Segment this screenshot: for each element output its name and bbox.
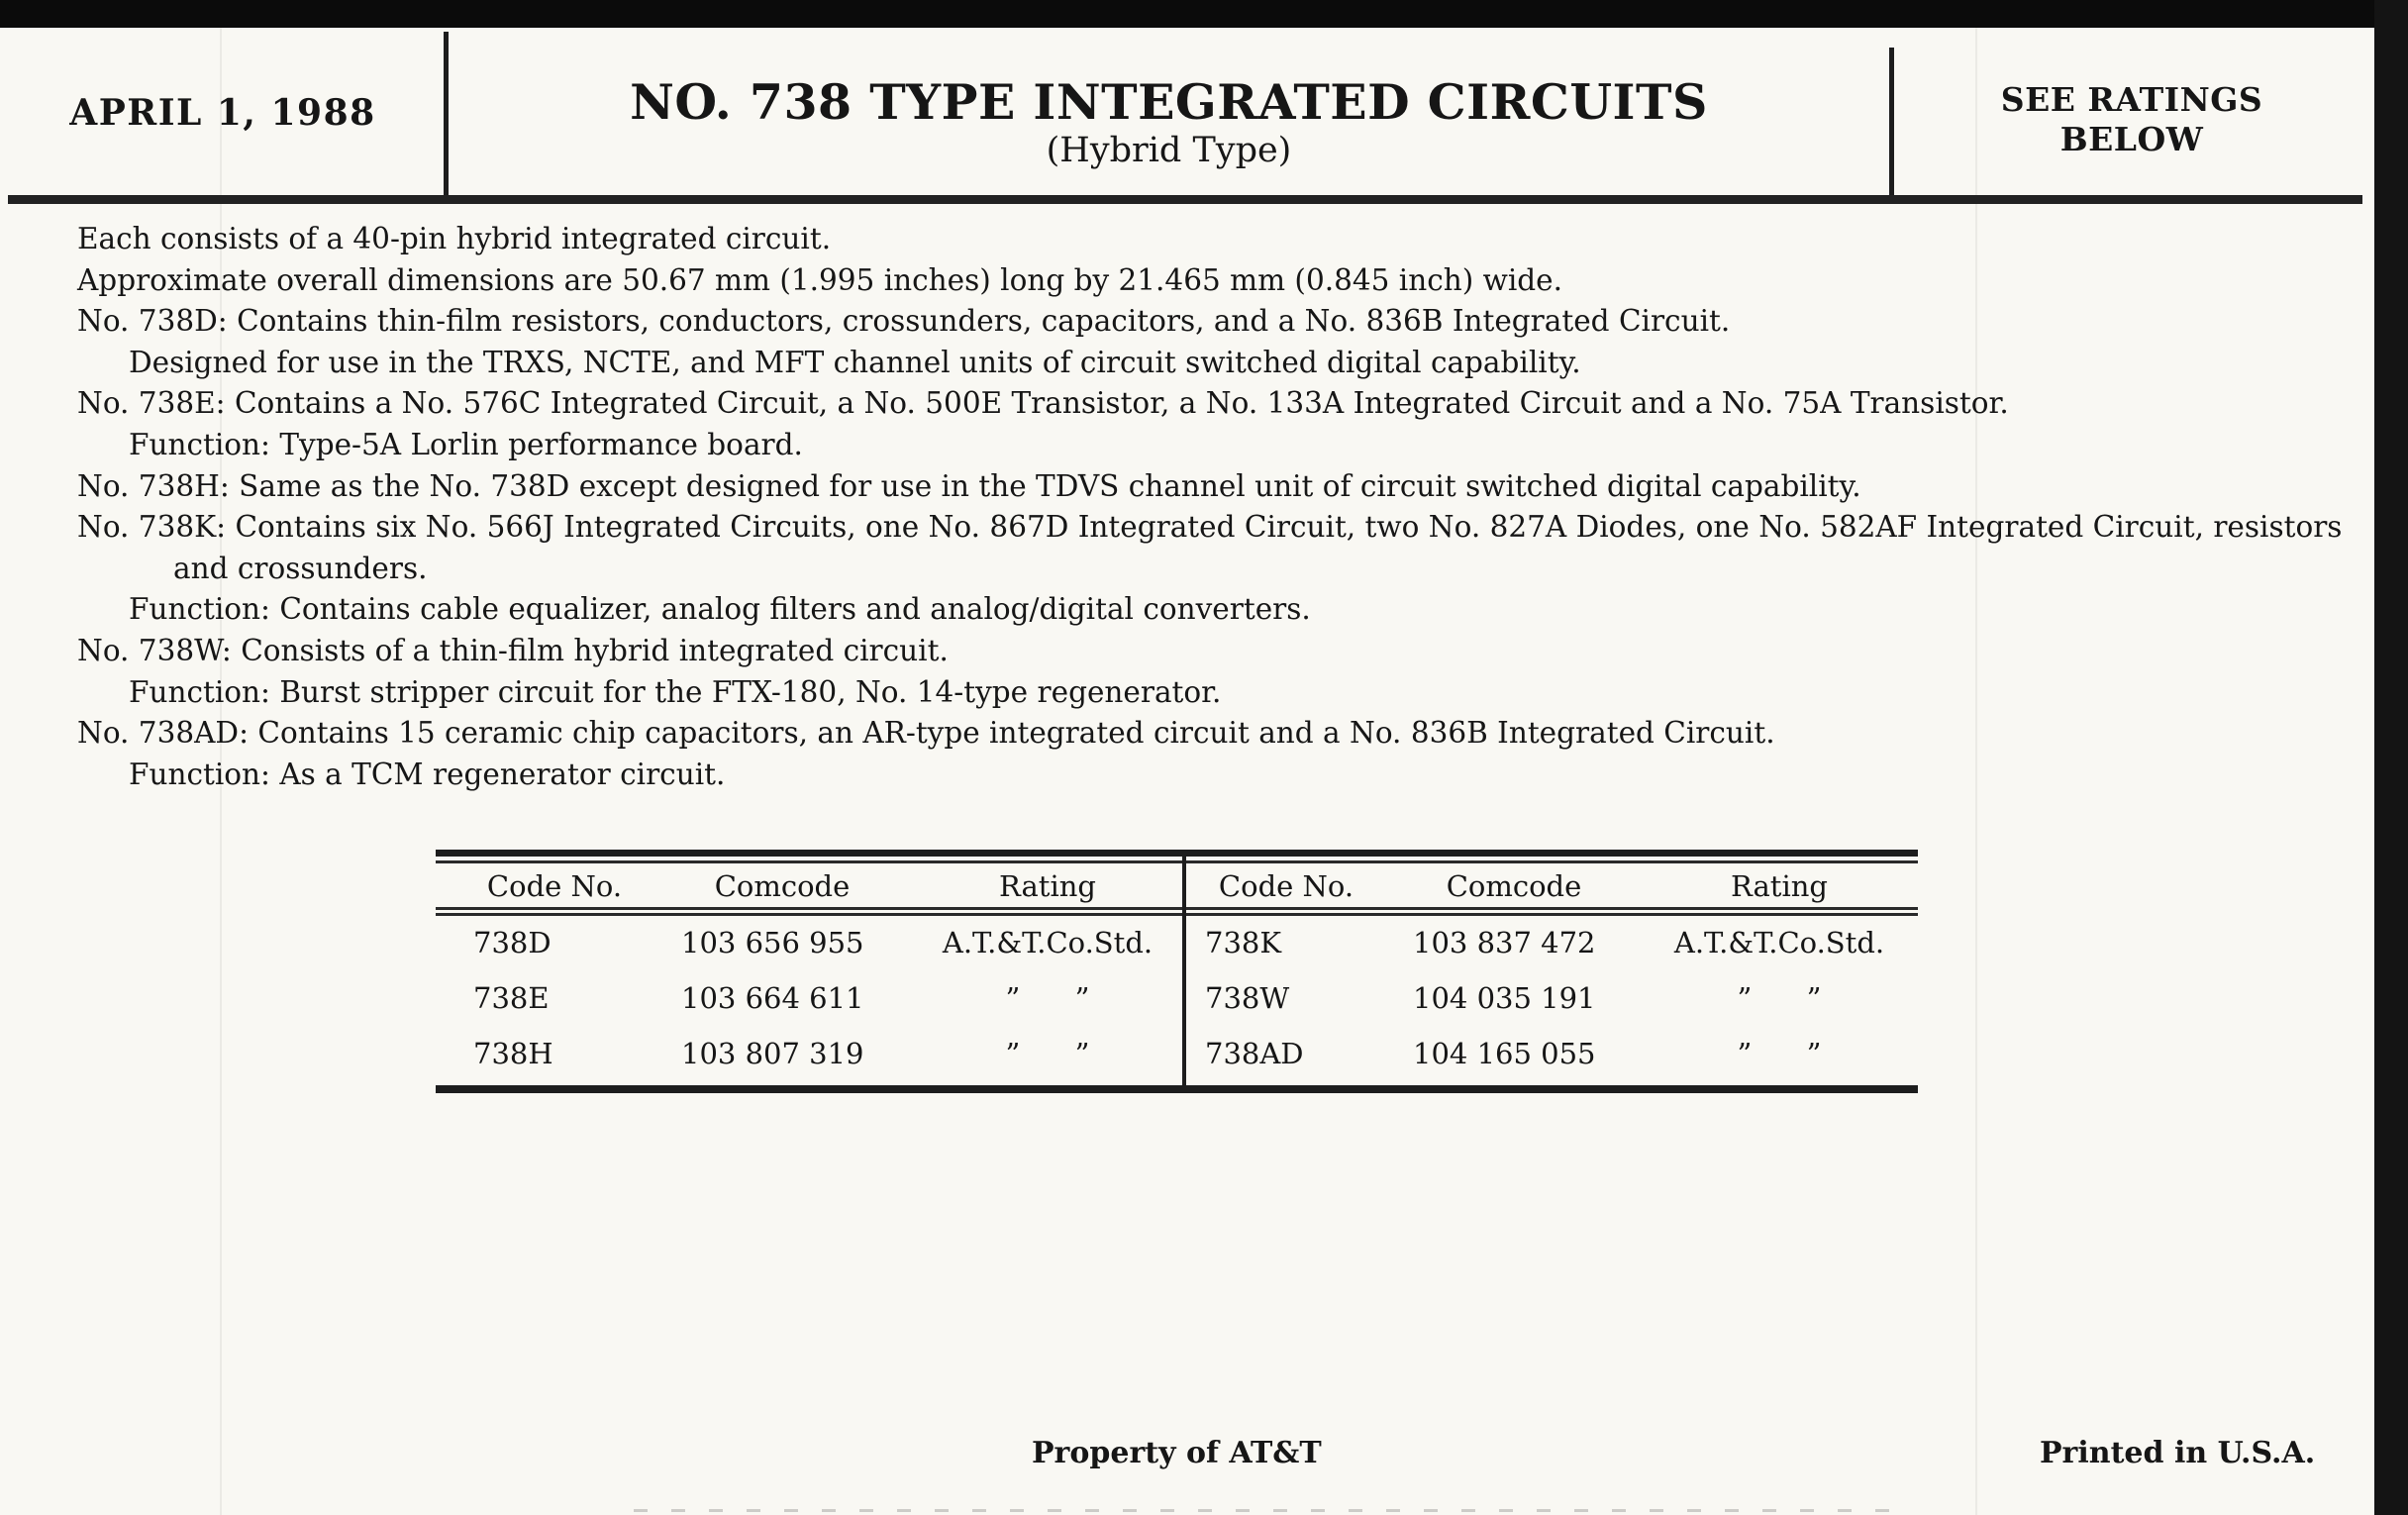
description-block bbox=[77, 219, 2364, 795]
col-header-code: Code No. bbox=[486, 869, 623, 903]
body-line: No. 738E: Contains a No. 576C Integrated Circuit, a No. 500E Transistor, a No. 133A Integrated Circuit and a No. 75A Transistor. bbox=[77, 386, 2009, 421]
code-cell: 738D bbox=[473, 926, 552, 960]
code-cell: 738H bbox=[473, 1037, 553, 1070]
printed-notice: Printed in U.S.A. bbox=[2040, 1436, 2316, 1470]
ratings-table bbox=[436, 850, 1918, 1095]
col-header-rating: Rating bbox=[1731, 869, 1828, 903]
scan-bottom-speckle bbox=[634, 1509, 1911, 1512]
table-row bbox=[455, 1033, 1184, 1074]
code-cell: 738E bbox=[473, 981, 550, 1015]
page-title: NO. 738 TYPE INTEGRATED CIRCUITS bbox=[630, 73, 1708, 131]
comcode-cell: 104 165 055 bbox=[1413, 1037, 1596, 1070]
code-cell: 738AD bbox=[1205, 1037, 1304, 1070]
ratings-table-right-half bbox=[1187, 850, 1916, 1093]
scan-top-edge bbox=[0, 0, 2408, 28]
body-line: No. 738W: Consists of a thin-film hybrid integrated circuit. bbox=[77, 633, 949, 667]
rating-cell: ” ” bbox=[1737, 1037, 1822, 1070]
body-line: Function: As a TCM regenerator circuit. bbox=[129, 757, 726, 791]
rating-cell: A.T.&T.Co.Std. bbox=[942, 926, 1154, 960]
issue-date: APRIL 1, 1988 bbox=[69, 92, 376, 134]
body-line: No. 738D: Contains thin-film resistors, conductors, crossunders, capacitors, and a No. 836B Integrated Circuit. bbox=[77, 304, 1731, 339]
code-cell: 738W bbox=[1205, 981, 1290, 1015]
body-line: No. 738K: Contains six No. 566J Integrated Circuits, one No. 867D Integrated Circuit, two No. 827A Diodes, one No. 582AF Integrated Circuit, resistors bbox=[77, 510, 2343, 545]
col-header-comcode: Comcode bbox=[1446, 869, 1582, 903]
body-line: Designed for use in the TRXS, NCTE, and MFT channel units of circuit switched digital capability. bbox=[129, 345, 1581, 379]
scan-right-edge bbox=[2374, 0, 2408, 1515]
ratings-table-left-half bbox=[455, 850, 1184, 1093]
col-header-comcode: Comcode bbox=[714, 869, 851, 903]
body-line: Each consists of a 40-pin hybrid integrated circuit. bbox=[77, 222, 832, 255]
body-line: No. 738AD: Contains 15 ceramic chip capacitors, an AR-type integrated circuit and a No. 836B Integrated Circuit. bbox=[77, 716, 1775, 751]
table-row bbox=[1187, 977, 1916, 1019]
table-row bbox=[455, 977, 1184, 1019]
body-line: Function: Burst stripper circuit for the FTX-180, No. 14-type regenerator. bbox=[129, 674, 1222, 709]
body-line: Function: Type-5A Lorlin performance board. bbox=[129, 427, 803, 461]
table-row bbox=[1187, 1033, 1916, 1074]
header-rule bbox=[8, 195, 2362, 204]
col-header-code: Code No. bbox=[1218, 869, 1354, 903]
rating-cell: A.T.&T.Co.Std. bbox=[1673, 926, 1885, 960]
body-line: No. 738H: Same as the No. 738D except designed for use in the TDVS channel unit of circuit switched digital capability. bbox=[77, 468, 1861, 503]
see-ratings-line1: SEE RATINGS bbox=[2000, 80, 2263, 119]
code-cell: 738K bbox=[1205, 926, 1282, 960]
comcode-cell: 103 664 611 bbox=[681, 981, 864, 1015]
header-title-block bbox=[449, 28, 1889, 202]
comcode-cell: 104 035 191 bbox=[1413, 981, 1596, 1015]
rating-cell: ” ” bbox=[1005, 981, 1090, 1015]
body-line: Approximate overall dimensions are 50.67 mm (1.995 inches) long by 21.465 mm (0.845 inch) wide. bbox=[77, 262, 1563, 297]
rating-cell: ” ” bbox=[1005, 1037, 1090, 1070]
table-row bbox=[1187, 922, 1916, 963]
property-notice: Property of AT&T bbox=[1032, 1436, 1322, 1470]
table-header-row bbox=[455, 865, 1184, 907]
see-ratings-note bbox=[1894, 28, 2369, 202]
table-row bbox=[455, 922, 1184, 963]
page-subtitle: (Hybrid Type) bbox=[1046, 131, 1292, 170]
comcode-cell: 103 656 955 bbox=[681, 926, 864, 960]
rating-cell: ” ” bbox=[1737, 981, 1822, 1015]
col-header-rating: Rating bbox=[999, 869, 1096, 903]
see-ratings-line2: BELOW bbox=[2059, 120, 2204, 158]
body-line: Function: Contains cable equalizer, analog filters and analog/digital converters. bbox=[129, 592, 1311, 627]
table-header-row bbox=[1187, 865, 1916, 907]
comcode-cell: 103 837 472 bbox=[1413, 926, 1596, 960]
body-line: and crossunders. bbox=[173, 551, 428, 585]
comcode-cell: 103 807 319 bbox=[681, 1037, 864, 1070]
